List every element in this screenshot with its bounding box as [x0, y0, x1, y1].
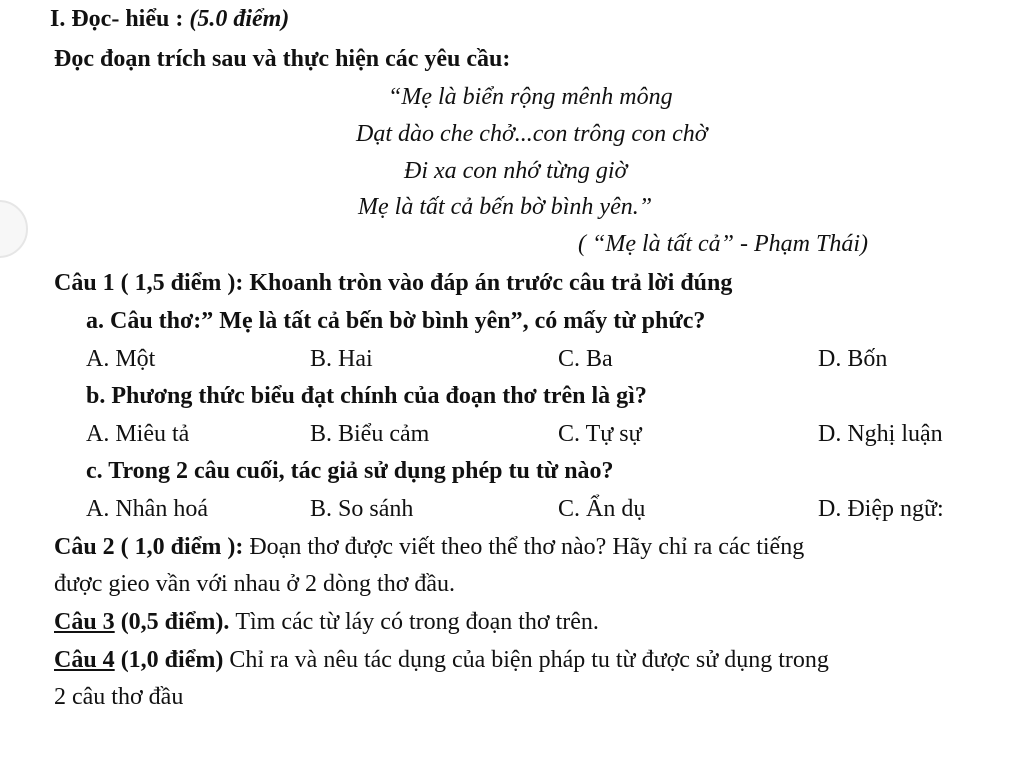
poem-source: ( “Mẹ là tất cả” - Phạm Thái)	[578, 231, 868, 257]
q4-text-1: Chỉ ra và nêu tác dụng của biện pháp tu từ được sử dụng trong	[229, 647, 829, 673]
q1a-option-b: B. Hai	[310, 346, 373, 372]
poem-line-1: “Mẹ là biển rộng mênh mông	[388, 84, 673, 110]
q1c-option-b: B. So sánh	[310, 496, 414, 522]
decorative-circle	[0, 200, 28, 258]
q1a-option-c: C. Ba	[558, 346, 613, 372]
q1-title: Câu 1 ( 1,5 điểm ): Khoanh tròn vào đáp án trước câu trả lời đúng	[54, 270, 733, 296]
q4-text-2: 2 câu thơ đầu	[54, 684, 184, 710]
section-title: I. Đọc- hiểu :	[50, 6, 190, 32]
q2-text-2: được gieo vần với nhau ở 2 dòng thơ đầu.	[54, 571, 456, 597]
instruction: Đọc đoạn trích sau và thực hiện các yêu cầu:	[54, 46, 511, 72]
q2-text-1: Đoạn thơ được viết theo thể thơ nào? Hãy chỉ ra các tiếng	[249, 534, 805, 560]
q2-line-1	[54, 532, 804, 562]
q2-label: Câu 2 ( 1,0 điểm ):	[54, 534, 250, 560]
poem-line-2: Dạt dào che chở...con trông con chờ	[356, 121, 708, 147]
q1a-question: a. Câu thơ:” Mẹ là tất cả bến bờ bình yên”, có mấy từ phức?	[86, 308, 706, 334]
poem-line-4: Mẹ là tất cả bến bờ bình yên.”	[358, 194, 653, 220]
q1c-question: c. Trong 2 câu cuối, tác giả sử dụng phép tu từ nào?	[86, 458, 614, 484]
q3-label: Câu 3	[54, 609, 115, 635]
section-heading	[50, 4, 289, 34]
q1c-option-a: A. Nhân hoá	[86, 496, 208, 522]
q3-text: Tìm các từ láy có trong đoạn thơ trên.	[235, 609, 599, 635]
q1b-option-c: C. Tự sự	[558, 421, 642, 447]
q4-label: Câu 4	[54, 647, 115, 673]
q1a-option-a: A. Một	[86, 346, 156, 372]
q1b-option-a: A. Miêu tả	[86, 421, 190, 447]
q1b-question: b. Phương thức biểu đạt chính của đoạn thơ trên là gì?	[86, 383, 647, 409]
q1b-option-b: B. Biểu cảm	[310, 421, 430, 447]
q4-score: (1,0 điểm)	[114, 647, 230, 673]
q4-line-1	[54, 645, 829, 675]
poem-line-3: Đi xa con nhớ từng giờ	[404, 158, 628, 184]
q1b-option-d: D. Nghị luận	[818, 421, 943, 447]
q1c-option-d: D. Điệp ngữ:	[818, 496, 944, 522]
q3-line	[54, 607, 599, 637]
q1a-option-d: D. Bốn	[818, 346, 888, 372]
section-score: (5.0 điểm)	[189, 6, 290, 32]
q3-score: (0,5 điểm).	[114, 609, 236, 635]
q1c-option-c: C. Ẩn dụ	[558, 496, 646, 522]
